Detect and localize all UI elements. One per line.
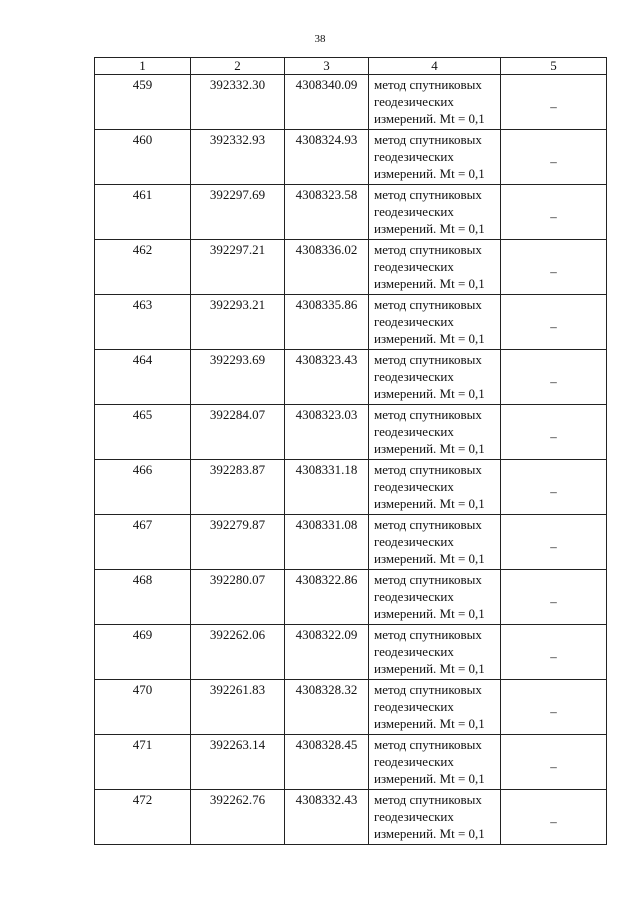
- y-coordinate-cell: 4308331.18: [285, 460, 369, 515]
- method-line-3: измерений. Mt = 0,1: [374, 771, 485, 786]
- note-dash: –: [550, 539, 557, 554]
- x-coordinate-cell: 392279.87: [191, 515, 285, 570]
- note-dash: –: [550, 814, 557, 829]
- note-dash: –: [550, 484, 557, 499]
- table-row: [95, 790, 607, 845]
- note-cell: [501, 460, 607, 515]
- method-line-3: измерений. Mt = 0,1: [374, 606, 485, 621]
- table-row: [95, 405, 607, 460]
- method-line-3: измерений. Mt = 0,1: [374, 221, 485, 236]
- y-coordinate-cell: 4308336.02: [285, 240, 369, 295]
- table-row: [95, 75, 607, 130]
- note-cell: [501, 75, 607, 130]
- table-row: [95, 350, 607, 405]
- y-coordinate-cell: 4308322.86: [285, 570, 369, 625]
- point-number-cell: 469: [95, 625, 191, 680]
- point-number-cell: 462: [95, 240, 191, 295]
- y-coordinate-cell: 4308331.08: [285, 515, 369, 570]
- method-cell: [369, 240, 501, 295]
- method-line-2: геодезических: [374, 314, 454, 329]
- x-coordinate-cell: 392332.93: [191, 130, 285, 185]
- table-row: [95, 240, 607, 295]
- method-line-1: метод спутниковых: [374, 627, 482, 642]
- table-row: [95, 570, 607, 625]
- note-cell: [501, 405, 607, 460]
- method-line-1: метод спутниковых: [374, 242, 482, 257]
- method-line-3: измерений. Mt = 0,1: [374, 441, 485, 456]
- table-row: [95, 185, 607, 240]
- point-number-cell: 460: [95, 130, 191, 185]
- point-number-cell: 461: [95, 185, 191, 240]
- column-header-5: 5: [501, 58, 607, 75]
- method-line-2: геодезических: [374, 754, 454, 769]
- point-number-cell: 466: [95, 460, 191, 515]
- y-coordinate-cell: 4308323.58: [285, 185, 369, 240]
- x-coordinate-cell: 392293.21: [191, 295, 285, 350]
- note-dash: –: [550, 429, 557, 444]
- method-cell: [369, 350, 501, 405]
- method-line-3: измерений. Mt = 0,1: [374, 826, 485, 841]
- note-dash: –: [550, 264, 557, 279]
- x-coordinate-cell: 392261.83: [191, 680, 285, 735]
- method-line-1: метод спутниковых: [374, 132, 482, 147]
- method-cell: [369, 130, 501, 185]
- x-coordinate-cell: 392262.06: [191, 625, 285, 680]
- method-line-1: метод спутниковых: [374, 682, 482, 697]
- note-dash: –: [550, 319, 557, 334]
- method-line-2: геодезических: [374, 94, 454, 109]
- table-row: [95, 680, 607, 735]
- method-line-3: измерений. Mt = 0,1: [374, 166, 485, 181]
- method-line-2: геодезических: [374, 809, 454, 824]
- method-line-2: геодезических: [374, 479, 454, 494]
- point-number-cell: 468: [95, 570, 191, 625]
- column-header-2: 2: [191, 58, 285, 75]
- x-coordinate-cell: 392297.69: [191, 185, 285, 240]
- x-coordinate-cell: 392262.76: [191, 790, 285, 845]
- method-line-1: метод спутниковых: [374, 77, 482, 92]
- method-line-1: метод спутниковых: [374, 352, 482, 367]
- note-dash: –: [550, 759, 557, 774]
- y-coordinate-cell: 4308328.45: [285, 735, 369, 790]
- method-line-1: метод спутниковых: [374, 462, 482, 477]
- method-cell: [369, 405, 501, 460]
- note-dash: –: [550, 374, 557, 389]
- column-header-1: 1: [95, 58, 191, 75]
- x-coordinate-cell: 392263.14: [191, 735, 285, 790]
- note-cell: [501, 185, 607, 240]
- point-number-cell: 467: [95, 515, 191, 570]
- coordinates-table: [94, 57, 607, 845]
- method-line-3: измерений. Mt = 0,1: [374, 496, 485, 511]
- note-cell: [501, 130, 607, 185]
- method-line-2: геодезических: [374, 259, 454, 274]
- method-line-1: метод спутниковых: [374, 792, 482, 807]
- method-cell: [369, 515, 501, 570]
- method-cell: [369, 460, 501, 515]
- method-cell: [369, 680, 501, 735]
- note-cell: [501, 295, 607, 350]
- point-number-cell: 463: [95, 295, 191, 350]
- column-header-4: 4: [369, 58, 501, 75]
- method-cell: [369, 185, 501, 240]
- y-coordinate-cell: 4308323.43: [285, 350, 369, 405]
- method-cell: [369, 295, 501, 350]
- method-cell: [369, 75, 501, 130]
- y-coordinate-cell: 4308328.32: [285, 680, 369, 735]
- method-line-1: метод спутниковых: [374, 517, 482, 532]
- note-cell: [501, 790, 607, 845]
- y-coordinate-cell: 4308332.43: [285, 790, 369, 845]
- method-line-2: геодезических: [374, 699, 454, 714]
- column-header-3: 3: [285, 58, 369, 75]
- x-coordinate-cell: 392280.07: [191, 570, 285, 625]
- note-cell: [501, 240, 607, 295]
- x-coordinate-cell: 392283.87: [191, 460, 285, 515]
- point-number-cell: 464: [95, 350, 191, 405]
- note-cell: [501, 570, 607, 625]
- method-line-2: геодезических: [374, 369, 454, 384]
- y-coordinate-cell: 4308322.09: [285, 625, 369, 680]
- method-cell: [369, 625, 501, 680]
- page-number: 38: [314, 33, 326, 45]
- note-cell: [501, 680, 607, 735]
- table-row: [95, 515, 607, 570]
- note-dash: –: [550, 594, 557, 609]
- method-line-3: измерений. Mt = 0,1: [374, 276, 485, 291]
- note-dash: –: [550, 154, 557, 169]
- note-cell: [501, 735, 607, 790]
- table-row: [95, 130, 607, 185]
- note-cell: [501, 625, 607, 680]
- y-coordinate-cell: 4308335.86: [285, 295, 369, 350]
- method-line-3: измерений. Mt = 0,1: [374, 331, 485, 346]
- method-line-1: метод спутниковых: [374, 572, 482, 587]
- x-coordinate-cell: 392297.21: [191, 240, 285, 295]
- note-dash: –: [550, 209, 557, 224]
- method-line-3: измерений. Mt = 0,1: [374, 716, 485, 731]
- x-coordinate-cell: 392332.30: [191, 75, 285, 130]
- y-coordinate-cell: 4308323.03: [285, 405, 369, 460]
- method-line-1: метод спутниковых: [374, 187, 482, 202]
- method-line-2: геодезических: [374, 204, 454, 219]
- note-cell: [501, 350, 607, 405]
- table-row: [95, 625, 607, 680]
- method-line-1: метод спутниковых: [374, 407, 482, 422]
- method-line-3: измерений. Mt = 0,1: [374, 386, 485, 401]
- method-cell: [369, 735, 501, 790]
- table-row: [95, 295, 607, 350]
- point-number-cell: 459: [95, 75, 191, 130]
- x-coordinate-cell: 392284.07: [191, 405, 285, 460]
- method-line-2: геодезических: [374, 424, 454, 439]
- y-coordinate-cell: 4308324.93: [285, 130, 369, 185]
- note-dash: –: [550, 99, 557, 114]
- method-cell: [369, 790, 501, 845]
- y-coordinate-cell: 4308340.09: [285, 75, 369, 130]
- method-line-3: измерений. Mt = 0,1: [374, 551, 485, 566]
- method-line-2: геодезических: [374, 149, 454, 164]
- method-cell: [369, 570, 501, 625]
- note-dash: –: [550, 649, 557, 664]
- table-header-row: [95, 58, 607, 75]
- method-line-1: метод спутниковых: [374, 737, 482, 752]
- point-number-cell: 471: [95, 735, 191, 790]
- method-line-1: метод спутниковых: [374, 297, 482, 312]
- point-number-cell: 472: [95, 790, 191, 845]
- note-dash: –: [550, 704, 557, 719]
- method-line-2: геодезических: [374, 589, 454, 604]
- table-row: [95, 735, 607, 790]
- table-row: [95, 460, 607, 515]
- point-number-cell: 465: [95, 405, 191, 460]
- method-line-3: измерений. Mt = 0,1: [374, 111, 485, 126]
- x-coordinate-cell: 392293.69: [191, 350, 285, 405]
- method-line-2: геодезических: [374, 644, 454, 659]
- note-cell: [501, 515, 607, 570]
- method-line-2: геодезических: [374, 534, 454, 549]
- method-line-3: измерений. Mt = 0,1: [374, 661, 485, 676]
- point-number-cell: 470: [95, 680, 191, 735]
